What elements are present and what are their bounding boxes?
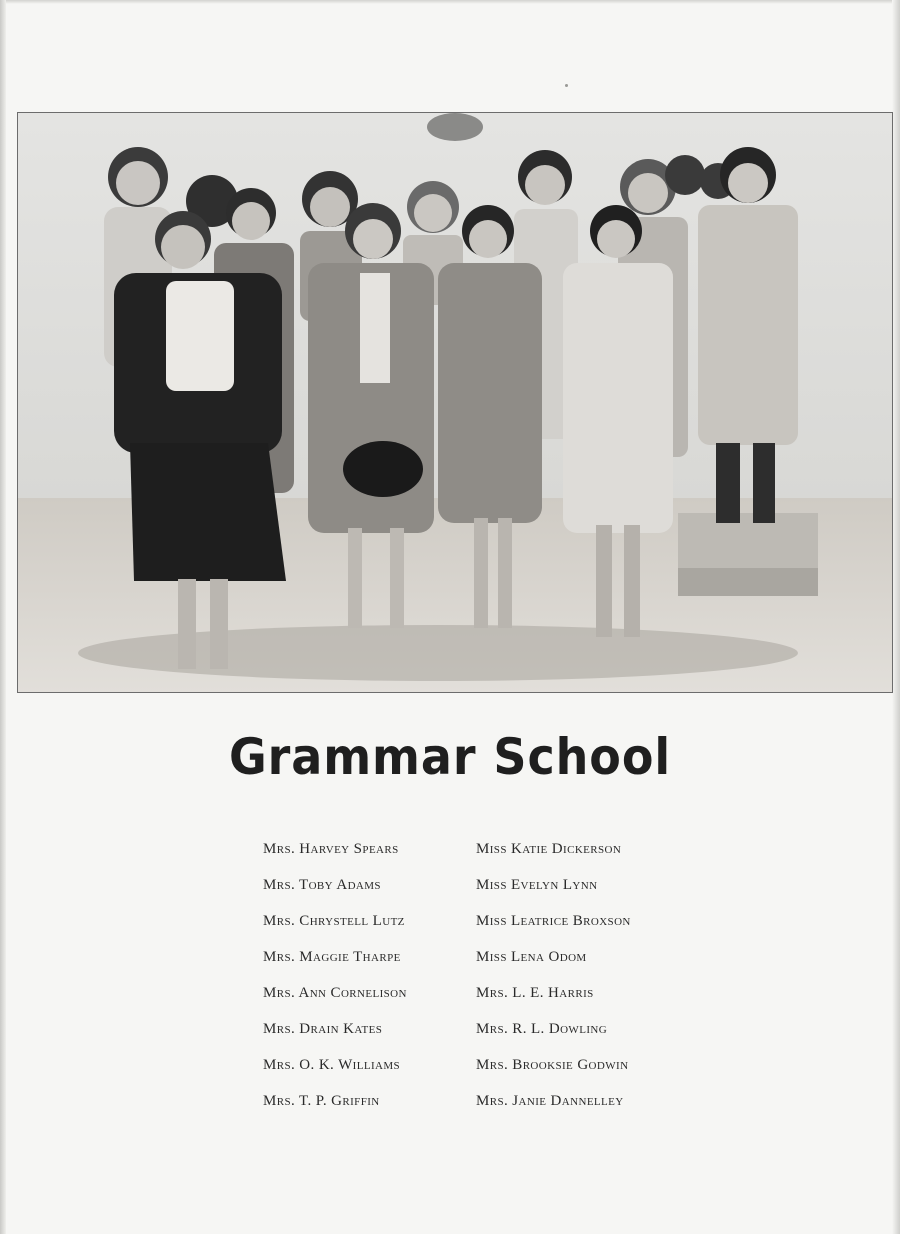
teacher-name: Mrs. L. E. Harris bbox=[476, 985, 594, 1001]
teacher-name: Mrs. Harvey Spears bbox=[263, 841, 399, 857]
teacher-name: Mrs. Brooksie Godwin bbox=[476, 1057, 629, 1073]
teacher-name: Miss Katie Dickerson bbox=[476, 841, 622, 857]
group-photo-illustration bbox=[18, 113, 893, 693]
group-photo bbox=[17, 112, 893, 693]
teacher-name: Miss Leatrice Broxson bbox=[476, 913, 631, 929]
teacher-name: Mrs. Ann Cornelison bbox=[263, 985, 407, 1001]
lamp-shape bbox=[427, 113, 483, 141]
roster-left-column bbox=[263, 838, 407, 1126]
page-edge-right bbox=[892, 0, 900, 1234]
teacher-name: Mrs. Maggie Tharpe bbox=[263, 949, 401, 965]
teacher-name: Mrs. Janie Dannelley bbox=[476, 1093, 624, 1109]
page-title: Grammar School bbox=[228, 728, 672, 786]
teacher-name: Miss Lena Odom bbox=[476, 949, 587, 965]
teacher-name: Mrs. Toby Adams bbox=[263, 877, 381, 893]
page-edge-top bbox=[0, 0, 900, 4]
teacher-name: Mrs. Chrystell Lutz bbox=[263, 913, 405, 929]
teacher-name: Mrs. Drain Kates bbox=[263, 1021, 383, 1037]
step-front bbox=[678, 568, 818, 596]
teacher-name: Miss Evelyn Lynn bbox=[476, 877, 598, 893]
step bbox=[678, 513, 818, 575]
page-edge-left bbox=[0, 0, 6, 1234]
teacher-name: Mrs. O. K. Williams bbox=[263, 1057, 401, 1073]
paper-speck bbox=[565, 84, 568, 87]
teacher-name: Mrs. R. L. Dowling bbox=[476, 1021, 608, 1037]
teacher-name: Mrs. T. P. Griffin bbox=[263, 1093, 380, 1109]
roster-right-column bbox=[476, 838, 631, 1126]
